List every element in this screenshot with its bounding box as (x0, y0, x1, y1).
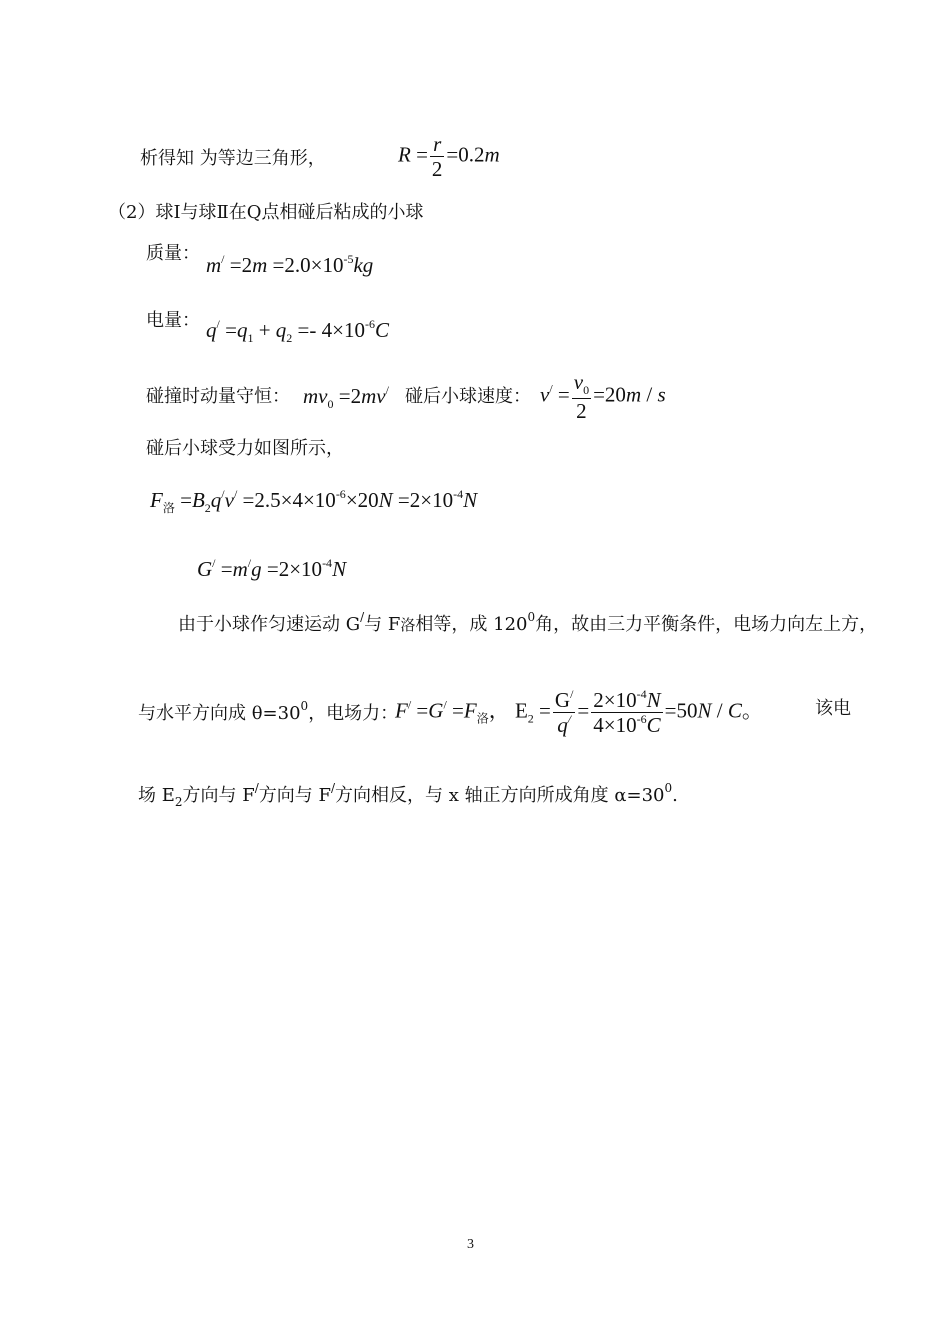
equation-mass: $m^/ =2m =2.0\times 10^{-5}kg$ (206, 252, 374, 277)
page-number: 3 (467, 1237, 474, 1252)
equation-electric-field: $F^/ =G^/ =F_洛$， $E_2$ = $\frac{G^/}{q^/}$ = $\frac{2\times 10^{-4}N}{4\times 10^{-6}C}$ =50N / C。 (395, 687, 763, 738)
subscript-luo: 洛 (162, 501, 175, 515)
charge-label: 电量： (146, 310, 200, 331)
speed-label: 碰后小球速度： (405, 386, 531, 407)
paragraph-1: 由于小球作匀速运动 G/与 F洛相等，成 $120^0$角，故由三力平衡条件，电场力向左上方， (178, 610, 878, 635)
equation-momentum: $mv_0 =2mv^/$ (303, 383, 389, 411)
paragraph-2-start: 与水平方向成 $\theta=30^0$，电场力： (138, 699, 399, 724)
equation-lorentz-force: $F_洛 =B_2q^/v^/ =2.5\times 4\times 10^{-6}\times 20N =2\times 10^{-4}N$ (150, 487, 478, 515)
equation-charge: $q^/ =q_1 + q_2 =- 4\times 10^{-6}C$ (206, 317, 389, 345)
text-line-2: （2）球Ⅰ与球Ⅱ在Q点相碰后粘成的小球 (108, 202, 424, 223)
mass-label: 质量： (146, 243, 200, 264)
force-figure-text: 碰后小球受力如图所示， (146, 438, 344, 459)
paragraph-2-end: 该电 (815, 698, 851, 719)
text-line-1: 析得知 为等边三角形， (140, 148, 326, 169)
momentum-label: 碰撞时动量守恒： (146, 386, 290, 407)
subscript-luo-2: 洛 (476, 711, 489, 726)
equation-radius: R = $\frac{r}{2}$ =0.2m (398, 132, 500, 182)
paragraph-3: 场 $E_2$方向与 F/方向与 F/方向相反，与 x 轴正方向所成角度 $\alpha=30^0$. (138, 781, 678, 809)
equation-gravity: $G^/ =m^/g =2\times 10^{-4}N$ (197, 556, 347, 581)
equation-speed: v/ = $\frac{v_0}{2}$ =20m / s (540, 370, 666, 423)
